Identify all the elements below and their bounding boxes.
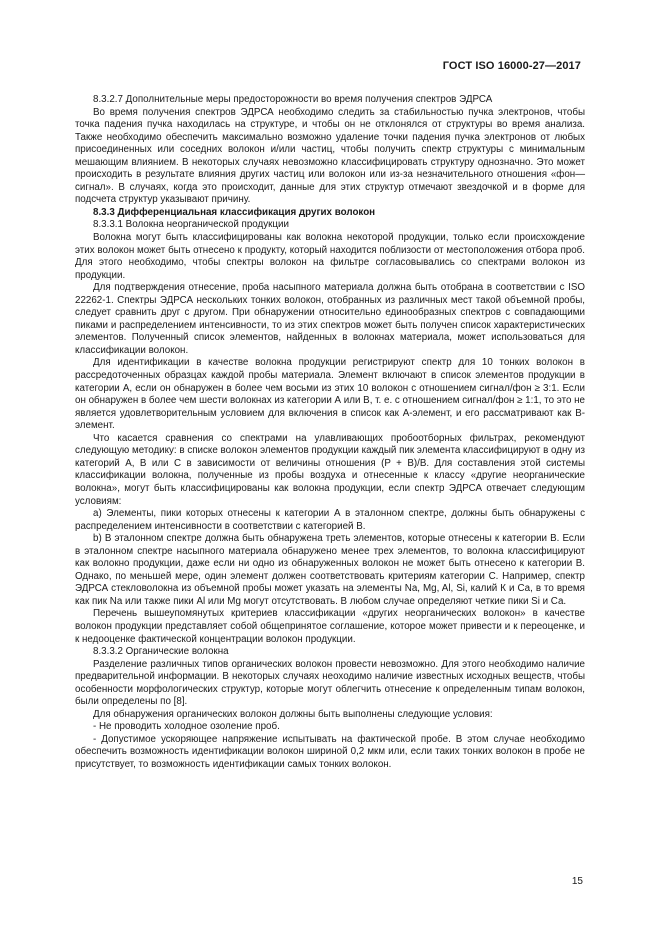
page-number: 15 xyxy=(571,876,583,887)
section-heading: 8.3.2.7 Дополнительные меры предосторожности во время получения спектров ЭДРСА xyxy=(93,94,493,105)
body-paragraph: Волокна могут быть классифицированы как волокна некоторой продукции, только если происхождение этих волокон может быть отнесено к продукту, который находится поблизости от местоположения отбора проб. Для этого необходимо, чтобы спектры волокон на фильтре согласовывались со спектрами волокон из продукции. xyxy=(75,232,585,281)
body-paragraph: Что касается сравнения со спектрами на улавливающих пробоотборных фильтрах, рекомендуют следующую методику: в списке волокон элементов продукции каждый пик элемента классифицируют в одну из категорий А, В или С в зависимости от величины отношения (P + B)/B. Для составления этой системы классификации волокна, полученные из пробы воздуха и отнесенные к классу «другие неорганические волокна», могут быть классифицированы как волокна продукции, если спектр ЭДРСА отвечает следующим условиям: xyxy=(75,432,585,507)
list-item: а) Элементы, пики которых отнесены к категории А в эталонном спектре, должны быть обнаружены с распределением интенсивности в соответствии с категорией В. xyxy=(75,508,585,532)
document-header: ГОСТ ISO 16000-27—2017 xyxy=(442,60,581,72)
body-paragraph: Для идентификации в качестве волокна продукции регистрируют спектр для 10 тонких волокон в рассредоточенных образцах каждой пробы материала. Элемент включают в список элементов продукции в категории А, если он обнаружен в более чем восьми из этих 10 волокон с отношением сигнал/фон ≥ 3:1. Если он обнаружен в более чем шести волокнах из категории А или В, т. е. с отношением сигнал/фон ≥ 1:1, то это не является удовлетворительным условием для включения в список как А-элемент, и его рассматривают как В-элемент. xyxy=(75,357,585,432)
subsection-heading: 8.3.3.2 Органические волокна xyxy=(93,646,229,658)
section-heading: 8.3.3 Дифференциальная классификация других волокон xyxy=(93,206,376,218)
body-paragraph: Для обнаружения органических волокон должны быть выполнены следующие условия: xyxy=(93,708,493,720)
body-paragraph: Во время получения спектров ЭДРСА необходимо следить за стабильностью пучка электронов, чтобы точка падения пучка находилась на структуре, и чтобы он не отклонялся от структуры во время анализа. Также необходимо обеспечить максимально возможно удаление точки падения пучка электронов от любых присоединенных или соседних волокон и/или частиц, чтобы получить спектр структуры с минимальным мешающим влиянием. В некоторых случаях невозможно классифицировать структуру однозначно. Это может происходить в результате влияния других частиц или волокон или из-за незначительного отношения «фон—сигнал». В случаях, когда это происходит, данные для этих структур отмечают звездочкой и в форме для подсчета структур указывают причину. xyxy=(75,106,585,206)
list-item: - Допустимое ускоряющее напряжение испытывать на фактической пробе. В этом случае необходимо обеспечить возможность идентификации волокон шириной 0,2 мкм или, если таких тонких волокон в пробе не присутствует, то возможность идентификации самых тонких волокон. xyxy=(75,733,585,770)
body-paragraph: Перечень вышеупомянутых критериев классификации «других неорганических волокон» в качестве волокон продукции представляет собой общепринятое соглашение, которое может привести и к переоценке, и к недооценке фактической концентрации волокон продукции. xyxy=(75,608,585,645)
body-paragraph: Разделение различных типов органических волокон провести невозможно. Для этого необходимо наличие предварительной информации. В некоторых случаях неоходимо наличие известных исходных веществ, чтобы особенности морфологических структур, которые могут облегчить отнесение к определенным типам волокон, были определены по [8]. xyxy=(75,658,585,708)
subsection-heading: 8.3.3.1 Волокна неорганической продукции xyxy=(93,219,289,231)
body-paragraph: Для подтверждения отнесение, проба насыпного материала должна быть отобрана в соответствии с ISO 22262-1. Спектры ЭДРСА нескольких тонких волокон, отобранных из различных мест такой объемной пробы, следует сравнить друг с другом. При обнаружении относительно единообразных спектров с совпадающими пиками и распределением интенсивности, то из этих спектров может быть получен список характеристических элементов. Полученный список элементов, найденных в волокнах материала, может использоваться для классификации волокон. xyxy=(75,282,585,356)
list-item: b) В эталонном спектре должна быть обнаружена треть элементов, которые отнесены к категории В. Если в эталонном спектре насыпного материала обнаружено менее трех элементов, то волокна классифицируют как волокно продукции, даже если ни одно из обнаруженных волокон не может быть отнесено к категории В. Однако, по меньшей мере, один элемент должен соответствовать критериям категории С. Например, спектр ЭДРСА стекловолокна из объемной пробы может указать на элементы Na, Mg, Al, Si, калий К и Са, в то время как пик Na или также пики Al или Mg могут отсутствовать. В любом случае определяют четкие пики Si и Са. xyxy=(75,533,585,607)
list-item: - Не проводить холодное озоление проб. xyxy=(93,721,280,733)
document-body xyxy=(75,94,585,772)
